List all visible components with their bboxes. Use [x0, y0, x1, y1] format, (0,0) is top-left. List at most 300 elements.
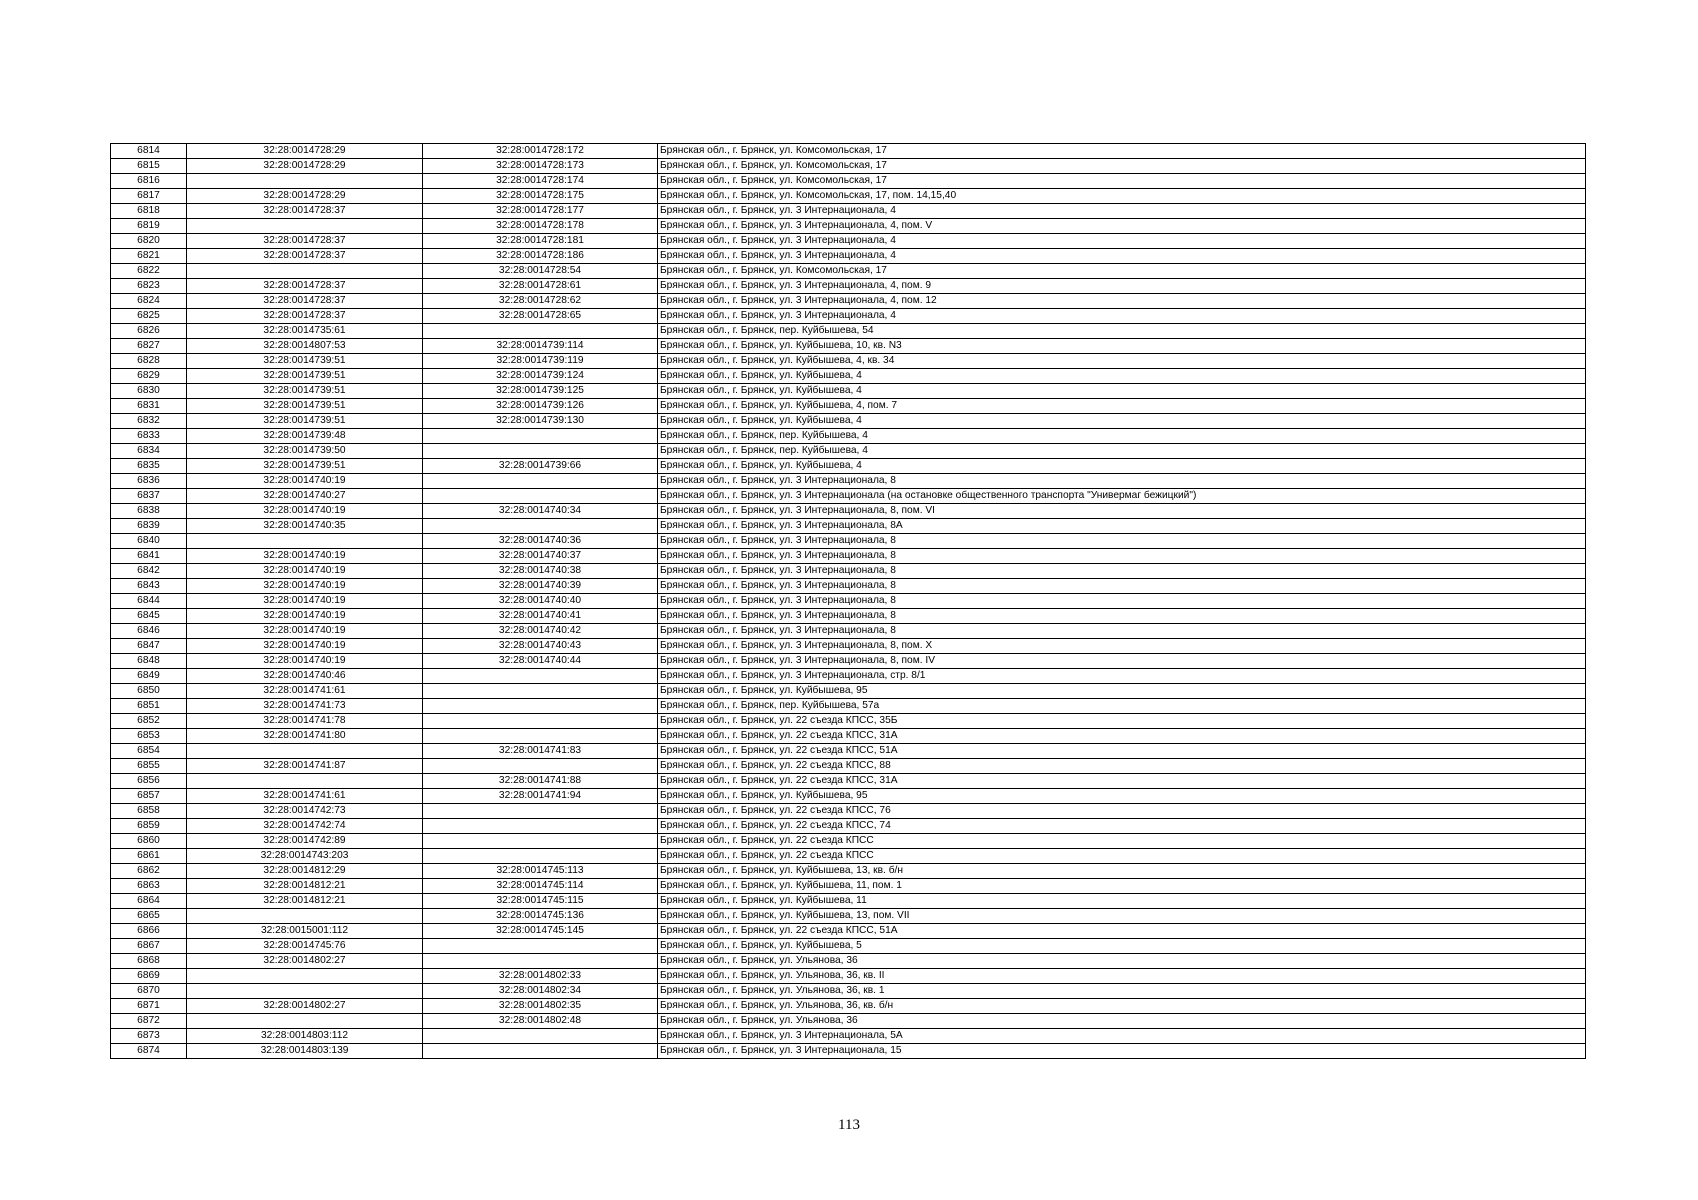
land-cadastral-number-cell: 32:28:0014728:37: [187, 204, 423, 219]
land-cadastral-number-cell: 32:28:0014735:61: [187, 324, 423, 339]
land-cadastral-number-cell: 32:28:0014740:19: [187, 594, 423, 609]
address-cell: Брянская обл., г. Брянск, ул. 22 съезда КПСС, 51А: [658, 924, 1586, 939]
table-row: [111, 549, 1586, 564]
table-row: [111, 279, 1586, 294]
land-cadastral-number-cell: 32:28:0014741:80: [187, 729, 423, 744]
land-cadastral-number-cell: 32:28:0014742:74: [187, 819, 423, 834]
land-cadastral-number-cell: 32:28:0014802:27: [187, 999, 423, 1014]
table-row: [111, 594, 1586, 609]
land-cadastral-number-cell: 32:28:0014740:19: [187, 654, 423, 669]
row-number-cell: 6846: [111, 624, 187, 639]
address-cell: Брянская обл., г. Брянск, ул. Куйбышева, 4: [658, 459, 1586, 474]
row-number-cell: 6824: [111, 294, 187, 309]
row-number-cell: 6864: [111, 894, 187, 909]
table-row: [111, 159, 1586, 174]
row-number-cell: 6832: [111, 414, 187, 429]
row-number-cell: 6862: [111, 864, 187, 879]
row-number-cell: 6857: [111, 789, 187, 804]
table-row: [111, 609, 1586, 624]
object-cadastral-number-cell: [423, 954, 658, 969]
object-cadastral-number-cell: 32:28:0014739:126: [423, 399, 658, 414]
table-row: [111, 459, 1586, 474]
address-cell: Брянская обл., г. Брянск, ул. 3 Интернационала, стр. 8/1: [658, 669, 1586, 684]
land-cadastral-number-cell: 32:28:0014728:29: [187, 144, 423, 159]
object-cadastral-number-cell: 32:28:0014728:62: [423, 294, 658, 309]
object-cadastral-number-cell: 32:28:0014728:181: [423, 234, 658, 249]
land-cadastral-number-cell: 32:28:0014728:37: [187, 279, 423, 294]
address-cell: Брянская обл., г. Брянск, ул. 3 Интернационала, 4, пом. 12: [658, 294, 1586, 309]
land-cadastral-number-cell: 32:28:0014740:19: [187, 609, 423, 624]
table-row: [111, 189, 1586, 204]
row-number-cell: 6835: [111, 459, 187, 474]
address-cell: Брянская обл., г. Брянск, ул. 3 Интернационала, 4, пом. 9: [658, 279, 1586, 294]
table-row: [111, 729, 1586, 744]
land-cadastral-number-cell: 32:28:0014740:19: [187, 639, 423, 654]
row-number-cell: 6818: [111, 204, 187, 219]
address-cell: Брянская обл., г. Брянск, ул. 22 съезда КПСС: [658, 849, 1586, 864]
land-cadastral-number-cell: 32:28:0014739:51: [187, 369, 423, 384]
table-row: [111, 804, 1586, 819]
table-row: [111, 864, 1586, 879]
row-number-cell: 6859: [111, 819, 187, 834]
object-cadastral-number-cell: 32:28:0014802:33: [423, 969, 658, 984]
row-number-cell: 6820: [111, 234, 187, 249]
table-row: [111, 894, 1586, 909]
land-cadastral-number-cell: 32:28:0014739:51: [187, 354, 423, 369]
table-row: [111, 984, 1586, 999]
table-row: [111, 969, 1586, 984]
table-row: [111, 219, 1586, 234]
object-cadastral-number-cell: [423, 1044, 658, 1059]
address-cell: Брянская обл., г. Брянск, ул. Куйбышева, 4: [658, 414, 1586, 429]
land-cadastral-number-cell: 32:28:0014741:61: [187, 789, 423, 804]
table-row: [111, 834, 1586, 849]
table-row: [111, 669, 1586, 684]
object-cadastral-number-cell: 32:28:0014728:178: [423, 219, 658, 234]
address-cell: Брянская обл., г. Брянск, ул. Куйбышева, 13, кв. б/н: [658, 864, 1586, 879]
row-number-cell: 6844: [111, 594, 187, 609]
row-number-cell: 6873: [111, 1029, 187, 1044]
table-row: [111, 474, 1586, 489]
table-row: [111, 849, 1586, 864]
land-cadastral-number-cell: 32:28:0014739:51: [187, 399, 423, 414]
land-cadastral-number-cell: [187, 909, 423, 924]
address-cell: Брянская обл., г. Брянск, ул. 3 Интернационала, 4, пом. V: [658, 219, 1586, 234]
row-number-cell: 6849: [111, 669, 187, 684]
land-cadastral-number-cell: 32:28:0014739:48: [187, 429, 423, 444]
address-cell: Брянская обл., г. Брянск, ул. Куйбышева, 11: [658, 894, 1586, 909]
land-cadastral-number-cell: 32:28:0014745:76: [187, 939, 423, 954]
table-row: [111, 204, 1586, 219]
object-cadastral-number-cell: 32:28:0014741:83: [423, 744, 658, 759]
object-cadastral-number-cell: [423, 519, 658, 534]
object-cadastral-number-cell: [423, 684, 658, 699]
row-number-cell: 6831: [111, 399, 187, 414]
table-row: [111, 579, 1586, 594]
object-cadastral-number-cell: 32:28:0014728:175: [423, 189, 658, 204]
row-number-cell: 6814: [111, 144, 187, 159]
object-cadastral-number-cell: 32:28:0014728:61: [423, 279, 658, 294]
object-cadastral-number-cell: 32:28:0014740:38: [423, 564, 658, 579]
object-cadastral-number-cell: [423, 1029, 658, 1044]
object-cadastral-number-cell: [423, 474, 658, 489]
table-row: [111, 249, 1586, 264]
land-cadastral-number-cell: [187, 969, 423, 984]
table-row: [111, 624, 1586, 639]
land-cadastral-number-cell: 32:28:0014743:203: [187, 849, 423, 864]
address-cell: Брянская обл., г. Брянск, ул. Ульянова, 36, кв. 1: [658, 984, 1586, 999]
address-cell: Брянская обл., г. Брянск, ул. Куйбышева, 5: [658, 939, 1586, 954]
land-cadastral-number-cell: 32:28:0014812:21: [187, 879, 423, 894]
row-number-cell: 6840: [111, 534, 187, 549]
land-cadastral-number-cell: 32:28:0014739:51: [187, 459, 423, 474]
object-cadastral-number-cell: 32:28:0014728:186: [423, 249, 658, 264]
row-number-cell: 6866: [111, 924, 187, 939]
address-cell: Брянская обл., г. Брянск, ул. 22 съезда КПСС, 31А: [658, 729, 1586, 744]
table-row: [111, 534, 1586, 549]
row-number-cell: 6856: [111, 774, 187, 789]
row-number-cell: 6833: [111, 429, 187, 444]
table-row: [111, 999, 1586, 1014]
object-cadastral-number-cell: 32:28:0014739:124: [423, 369, 658, 384]
table-row: [111, 954, 1586, 969]
land-cadastral-number-cell: 32:28:0014740:19: [187, 564, 423, 579]
table-row: [111, 144, 1586, 159]
registry-table-body: [111, 144, 1586, 1059]
row-number-cell: 6852: [111, 714, 187, 729]
object-cadastral-number-cell: 32:28:0014739:66: [423, 459, 658, 474]
address-cell: Брянская обл., г. Брянск, ул. Комсомольская, 17, пом. 14,15,40: [658, 189, 1586, 204]
object-cadastral-number-cell: 32:28:0014728:54: [423, 264, 658, 279]
table-row: [111, 519, 1586, 534]
address-cell: Брянская обл., г. Брянск, ул. 3 Интернационала, 8: [658, 594, 1586, 609]
address-cell: Брянская обл., г. Брянск, ул. 3 Интернационала, 8: [658, 624, 1586, 639]
object-cadastral-number-cell: 32:28:0014740:34: [423, 504, 658, 519]
address-cell: Брянская обл., г. Брянск, ул. Комсомольская, 17: [658, 144, 1586, 159]
table-row: [111, 789, 1586, 804]
address-cell: Брянская обл., г. Брянск, ул. Куйбышева, 4, кв. 34: [658, 354, 1586, 369]
object-cadastral-number-cell: 32:28:0014802:35: [423, 999, 658, 1014]
object-cadastral-number-cell: 32:28:0014740:44: [423, 654, 658, 669]
row-number-cell: 6817: [111, 189, 187, 204]
table-row: [111, 744, 1586, 759]
address-cell: Брянская обл., г. Брянск, ул. Куйбышева, 13, пом. VII: [658, 909, 1586, 924]
table-row: [111, 819, 1586, 834]
row-number-cell: 6858: [111, 804, 187, 819]
land-cadastral-number-cell: 32:28:0014740:19: [187, 624, 423, 639]
land-cadastral-number-cell: 32:28:0014739:51: [187, 414, 423, 429]
row-number-cell: 6839: [111, 519, 187, 534]
address-cell: Брянская обл., г. Брянск, ул. Куйбышева, 10, кв. N3: [658, 339, 1586, 354]
object-cadastral-number-cell: [423, 324, 658, 339]
table-row: [111, 1044, 1586, 1059]
object-cadastral-number-cell: 32:28:0014741:88: [423, 774, 658, 789]
table-row: [111, 759, 1586, 774]
row-number-cell: 6834: [111, 444, 187, 459]
table-row: [111, 1029, 1586, 1044]
address-cell: Брянская обл., г. Брянск, ул. 3 Интернационала, 8: [658, 609, 1586, 624]
row-number-cell: 6827: [111, 339, 187, 354]
table-row: [111, 564, 1586, 579]
row-number-cell: 6847: [111, 639, 187, 654]
object-cadastral-number-cell: [423, 699, 658, 714]
land-cadastral-number-cell: 32:28:0014728:37: [187, 249, 423, 264]
address-cell: Брянская обл., г. Брянск, ул. 22 съезда КПСС, 74: [658, 819, 1586, 834]
land-cadastral-number-cell: 32:28:0014728:37: [187, 234, 423, 249]
row-number-cell: 6843: [111, 579, 187, 594]
object-cadastral-number-cell: 32:28:0014740:42: [423, 624, 658, 639]
table-row: [111, 924, 1586, 939]
land-cadastral-number-cell: 32:28:0014728:29: [187, 189, 423, 204]
table-row: [111, 384, 1586, 399]
object-cadastral-number-cell: 32:28:0014728:174: [423, 174, 658, 189]
row-number-cell: 6853: [111, 729, 187, 744]
object-cadastral-number-cell: 32:28:0014740:39: [423, 579, 658, 594]
address-cell: Брянская обл., г. Брянск, ул. 3 Интернационала, 4: [658, 309, 1586, 324]
object-cadastral-number-cell: 32:28:0014728:172: [423, 144, 658, 159]
land-cadastral-number-cell: 32:28:0014812:21: [187, 894, 423, 909]
address-cell: Брянская обл., г. Брянск, ул. Ульянова, 36: [658, 954, 1586, 969]
address-cell: Брянская обл., г. Брянск, ул. 22 съезда КПСС, 88: [658, 759, 1586, 774]
object-cadastral-number-cell: 32:28:0014802:48: [423, 1014, 658, 1029]
address-cell: Брянская обл., г. Брянск, ул. Ульянова, 36, кв. б/н: [658, 999, 1586, 1014]
address-cell: Брянская обл., г. Брянск, ул. 3 Интернационала, 4: [658, 249, 1586, 264]
land-cadastral-number-cell: 32:28:0014740:19: [187, 579, 423, 594]
object-cadastral-number-cell: 32:28:0014745:114: [423, 879, 658, 894]
row-number-cell: 6816: [111, 174, 187, 189]
object-cadastral-number-cell: [423, 444, 658, 459]
address-cell: Брянская обл., г. Брянск, ул. Ульянова, 36, кв. II: [658, 969, 1586, 984]
row-number-cell: 6828: [111, 354, 187, 369]
address-cell: Брянская обл., г. Брянск, пер. Куйбышева, 57а: [658, 699, 1586, 714]
table-row: [111, 699, 1586, 714]
table-row: [111, 429, 1586, 444]
object-cadastral-number-cell: 32:28:0014802:34: [423, 984, 658, 999]
land-cadastral-number-cell: [187, 174, 423, 189]
address-cell: Брянская обл., г. Брянск, пер. Куйбышева, 4: [658, 444, 1586, 459]
address-cell: Брянская обл., г. Брянск, ул. Куйбышева, 4: [658, 384, 1586, 399]
row-number-cell: 6815: [111, 159, 187, 174]
land-cadastral-number-cell: 32:28:0014802:27: [187, 954, 423, 969]
object-cadastral-number-cell: 32:28:0014745:145: [423, 924, 658, 939]
table-row: [111, 504, 1586, 519]
land-cadastral-number-cell: 32:28:0014742:89: [187, 834, 423, 849]
row-number-cell: 6860: [111, 834, 187, 849]
table-row: [111, 489, 1586, 504]
address-cell: Брянская обл., г. Брянск, ул. Куйбышева, 95: [658, 684, 1586, 699]
table-row: [111, 939, 1586, 954]
address-cell: Брянская обл., г. Брянск, ул. 22 съезда КПСС: [658, 834, 1586, 849]
address-cell: Брянская обл., г. Брянск, ул. 3 Интернационала, 8: [658, 534, 1586, 549]
table-row: [111, 879, 1586, 894]
land-cadastral-number-cell: 32:28:0015001:112: [187, 924, 423, 939]
land-cadastral-number-cell: [187, 534, 423, 549]
row-number-cell: 6854: [111, 744, 187, 759]
table-row: [111, 714, 1586, 729]
row-number-cell: 6845: [111, 609, 187, 624]
row-number-cell: 6874: [111, 1044, 187, 1059]
row-number-cell: 6842: [111, 564, 187, 579]
table-row: [111, 354, 1586, 369]
address-cell: Брянская обл., г. Брянск, ул. Куйбышева, 95: [658, 789, 1586, 804]
land-cadastral-number-cell: 32:28:0014807:53: [187, 339, 423, 354]
table-row: [111, 294, 1586, 309]
row-number-cell: 6865: [111, 909, 187, 924]
object-cadastral-number-cell: 32:28:0014745:136: [423, 909, 658, 924]
table-row: [111, 369, 1586, 384]
row-number-cell: 6870: [111, 984, 187, 999]
land-cadastral-number-cell: [187, 984, 423, 999]
address-cell: Брянская обл., г. Брянск, ул. 3 Интернационала (на остановке общественного транспорта "Универмаг бежицкий"): [658, 489, 1586, 504]
table-row: [111, 309, 1586, 324]
land-cadastral-number-cell: [187, 774, 423, 789]
object-cadastral-number-cell: [423, 429, 658, 444]
table-row: [111, 399, 1586, 414]
row-number-cell: 6836: [111, 474, 187, 489]
registry-table: [110, 143, 1586, 1059]
table-row: [111, 414, 1586, 429]
address-cell: Брянская обл., г. Брянск, пер. Куйбышева, 54: [658, 324, 1586, 339]
address-cell: Брянская обл., г. Брянск, ул. 3 Интернационала, 8, пом. X: [658, 639, 1586, 654]
table-row: [111, 1014, 1586, 1029]
object-cadastral-number-cell: 32:28:0014740:40: [423, 594, 658, 609]
object-cadastral-number-cell: 32:28:0014741:94: [423, 789, 658, 804]
address-cell: Брянская обл., г. Брянск, ул. Комсомольская, 17: [658, 174, 1586, 189]
object-cadastral-number-cell: 32:28:0014739:125: [423, 384, 658, 399]
address-cell: Брянская обл., г. Брянск, ул. 3 Интернационала, 4: [658, 204, 1586, 219]
land-cadastral-number-cell: [187, 744, 423, 759]
land-cadastral-number-cell: 32:28:0014739:50: [187, 444, 423, 459]
address-cell: Брянская обл., г. Брянск, ул. 3 Интернационала, 8: [658, 474, 1586, 489]
row-number-cell: 6838: [111, 504, 187, 519]
address-cell: Брянская обл., г. Брянск, ул. 22 съезда КПСС, 76: [658, 804, 1586, 819]
object-cadastral-number-cell: 32:28:0014745:115: [423, 894, 658, 909]
table-row: [111, 774, 1586, 789]
land-cadastral-number-cell: 32:28:0014740:19: [187, 504, 423, 519]
object-cadastral-number-cell: [423, 939, 658, 954]
row-number-cell: 6871: [111, 999, 187, 1014]
table-row: [111, 234, 1586, 249]
address-cell: Брянская обл., г. Брянск, ул. 3 Интернационала, 8: [658, 549, 1586, 564]
address-cell: Брянская обл., г. Брянск, ул. 22 съезда КПСС, 31А: [658, 774, 1586, 789]
land-cadastral-number-cell: [187, 264, 423, 279]
row-number-cell: 6851: [111, 699, 187, 714]
object-cadastral-number-cell: 32:28:0014728:65: [423, 309, 658, 324]
land-cadastral-number-cell: 32:28:0014740:19: [187, 549, 423, 564]
object-cadastral-number-cell: 32:28:0014739:130: [423, 414, 658, 429]
row-number-cell: 6819: [111, 219, 187, 234]
address-cell: Брянская обл., г. Брянск, ул. 3 Интернационала, 8, пом. VI: [658, 504, 1586, 519]
object-cadastral-number-cell: [423, 834, 658, 849]
table-row: [111, 909, 1586, 924]
object-cadastral-number-cell: 32:28:0014740:43: [423, 639, 658, 654]
land-cadastral-number-cell: 32:28:0014742:73: [187, 804, 423, 819]
address-cell: Брянская обл., г. Брянск, ул. 3 Интернационала, 4: [658, 234, 1586, 249]
address-cell: Брянская обл., г. Брянск, ул. Куйбышева, 4, пом. 7: [658, 399, 1586, 414]
row-number-cell: 6823: [111, 279, 187, 294]
address-cell: Брянская обл., г. Брянск, ул. 3 Интернационала, 8: [658, 564, 1586, 579]
land-cadastral-number-cell: 32:28:0014728:29: [187, 159, 423, 174]
object-cadastral-number-cell: [423, 849, 658, 864]
land-cadastral-number-cell: [187, 219, 423, 234]
land-cadastral-number-cell: 32:28:0014740:19: [187, 474, 423, 489]
object-cadastral-number-cell: [423, 729, 658, 744]
row-number-cell: 6822: [111, 264, 187, 279]
table-row: [111, 324, 1586, 339]
land-cadastral-number-cell: 32:28:0014741:73: [187, 699, 423, 714]
page-number: 113: [838, 1117, 860, 1133]
land-cadastral-number-cell: [187, 1014, 423, 1029]
row-number-cell: 6855: [111, 759, 187, 774]
address-cell: Брянская обл., г. Брянск, ул. Комсомольская, 17: [658, 159, 1586, 174]
land-cadastral-number-cell: 32:28:0014740:27: [187, 489, 423, 504]
row-number-cell: 6863: [111, 879, 187, 894]
address-cell: Брянская обл., г. Брянск, ул. Комсомольская, 17: [658, 264, 1586, 279]
row-number-cell: 6841: [111, 549, 187, 564]
row-number-cell: 6829: [111, 369, 187, 384]
table-row: [111, 444, 1586, 459]
table-row: [111, 339, 1586, 354]
address-cell: Брянская обл., г. Брянск, ул. 22 съезда КПСС, 35Б: [658, 714, 1586, 729]
land-cadastral-number-cell: 32:28:0014740:35: [187, 519, 423, 534]
address-cell: Брянская обл., г. Брянск, ул. 3 Интернационала, 8, пом. IV: [658, 654, 1586, 669]
object-cadastral-number-cell: 32:28:0014728:173: [423, 159, 658, 174]
row-number-cell: 6837: [111, 489, 187, 504]
object-cadastral-number-cell: [423, 669, 658, 684]
land-cadastral-number-cell: 32:28:0014739:51: [187, 384, 423, 399]
address-cell: Брянская обл., г. Брянск, ул. 3 Интернационала, 15: [658, 1044, 1586, 1059]
land-cadastral-number-cell: 32:28:0014812:29: [187, 864, 423, 879]
object-cadastral-number-cell: 32:28:0014740:37: [423, 549, 658, 564]
row-number-cell: 6850: [111, 684, 187, 699]
address-cell: Брянская обл., г. Брянск, ул. 3 Интернационала, 5А: [658, 1029, 1586, 1044]
object-cadastral-number-cell: 32:28:0014728:177: [423, 204, 658, 219]
object-cadastral-number-cell: [423, 714, 658, 729]
row-number-cell: 6861: [111, 849, 187, 864]
land-cadastral-number-cell: 32:28:0014741:87: [187, 759, 423, 774]
address-cell: Брянская обл., г. Брянск, пер. Куйбышева, 4: [658, 429, 1586, 444]
object-cadastral-number-cell: 32:28:0014739:114: [423, 339, 658, 354]
object-cadastral-number-cell: 32:28:0014740:41: [423, 609, 658, 624]
table-row: [111, 639, 1586, 654]
row-number-cell: 6826: [111, 324, 187, 339]
object-cadastral-number-cell: 32:28:0014740:36: [423, 534, 658, 549]
address-cell: Брянская обл., г. Брянск, ул. 3 Интернационала, 8А: [658, 519, 1586, 534]
land-cadastral-number-cell: 32:28:0014803:112: [187, 1029, 423, 1044]
row-number-cell: 6867: [111, 939, 187, 954]
land-cadastral-number-cell: 32:28:0014803:139: [187, 1044, 423, 1059]
table-row: [111, 654, 1586, 669]
row-number-cell: 6825: [111, 309, 187, 324]
land-cadastral-number-cell: 32:28:0014741:78: [187, 714, 423, 729]
land-cadastral-number-cell: 32:28:0014728:37: [187, 294, 423, 309]
table-row: [111, 684, 1586, 699]
row-number-cell: 6830: [111, 384, 187, 399]
row-number-cell: 6848: [111, 654, 187, 669]
row-number-cell: 6872: [111, 1014, 187, 1029]
row-number-cell: 6868: [111, 954, 187, 969]
object-cadastral-number-cell: [423, 804, 658, 819]
row-number-cell: 6869: [111, 969, 187, 984]
address-cell: Брянская обл., г. Брянск, ул. Куйбышева, 4: [658, 369, 1586, 384]
address-cell: Брянская обл., г. Брянск, ул. Куйбышева, 11, пом. 1: [658, 879, 1586, 894]
land-cadastral-number-cell: 32:28:0014740:46: [187, 669, 423, 684]
object-cadastral-number-cell: 32:28:0014745:113: [423, 864, 658, 879]
object-cadastral-number-cell: [423, 489, 658, 504]
address-cell: Брянская обл., г. Брянск, ул. 3 Интернационала, 8: [658, 579, 1586, 594]
object-cadastral-number-cell: [423, 819, 658, 834]
land-cadastral-number-cell: 32:28:0014728:37: [187, 309, 423, 324]
